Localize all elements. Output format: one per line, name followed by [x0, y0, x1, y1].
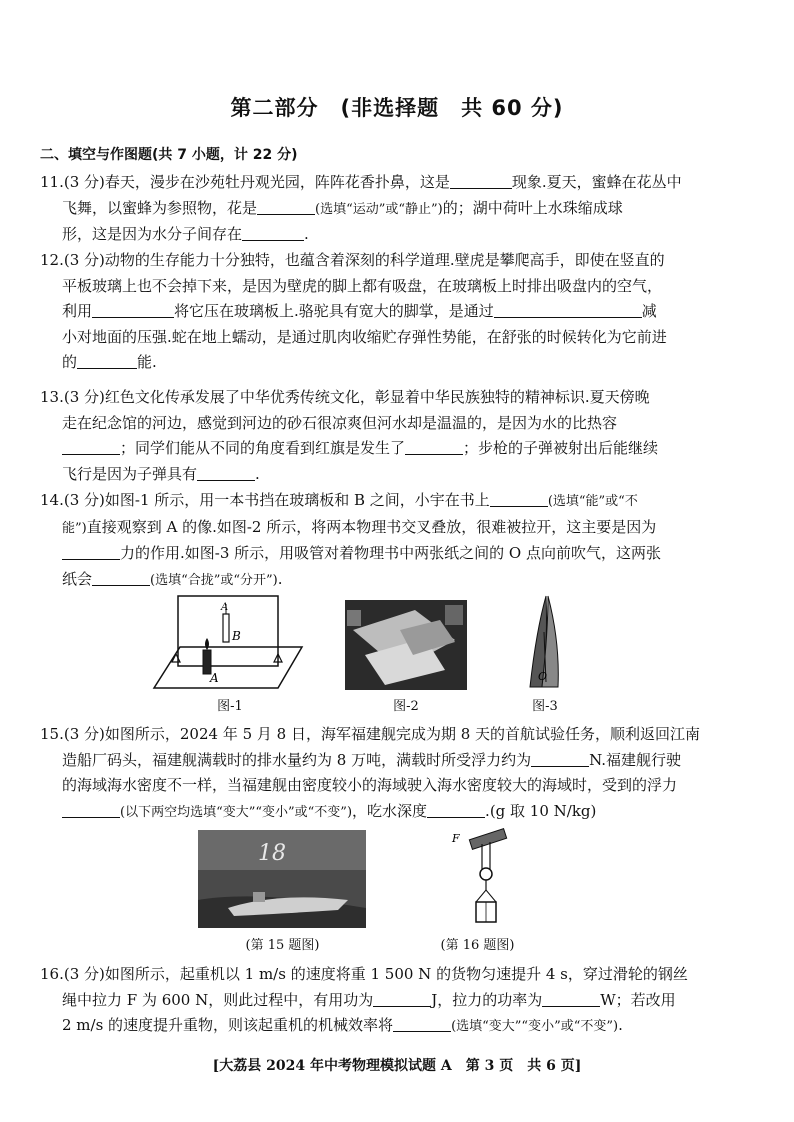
q13-text: .	[255, 464, 260, 483]
q16-text: 2 m/s 的速度提升重物，则该起重机的机械效率将	[62, 1016, 394, 1034]
answer-blank[interactable]	[531, 751, 589, 767]
answer-blank[interactable]	[92, 302, 174, 318]
q15-text: ，吃水深度	[352, 801, 428, 820]
q12-text: 减	[641, 302, 657, 320]
q15-text: 15.(3 分)如图所示，2024 年 5 月 8 日，海军福建舰完成为期 8 天的首航试验任务，顺利返回江南	[40, 725, 701, 743]
q14-note: (选填“能”或“不	[547, 494, 638, 509]
q13-text: 13.(3 分)红色文化传承发展了中华优秀传统文化，彰显着中华民族独特的精神标识.夏天傍晚	[40, 388, 650, 406]
figure-1-mirror-diagram	[150, 592, 310, 692]
answer-blank[interactable]	[393, 1016, 451, 1032]
q14-note: 能”)	[62, 520, 87, 536]
figure-2-interleaved-books-photo	[345, 600, 467, 690]
q16-text: J，拉力的功率为	[431, 990, 543, 1009]
q12-text: 小对地面的压强.蛇在地上蠕动，是通过肌肉收缩贮存弹性势能，在舒张的时候转化为它前进	[62, 327, 667, 346]
answer-blank[interactable]	[197, 465, 255, 481]
q15-text: .(g 取 10 N/kg)	[485, 801, 597, 820]
question-11	[40, 170, 756, 248]
figure-16-crane-pulley-diagram	[448, 828, 518, 928]
q11-text: 飞舞，以蜜蜂为参照物，花是	[62, 198, 258, 217]
q15-text: 的海域海水密度不一样，当福建舰由密度较小的海域驶入海水密度较大的海域时，受到的浮力	[62, 776, 678, 794]
q14-text: 力的作用.如图-3 所示，用吸管对着物理书中两张纸之间的 O 点向前吹气，这两张	[120, 544, 661, 562]
q11-text: 形，这是因为水分子间存在	[62, 225, 243, 243]
figure-3-label-o: O	[538, 670, 548, 683]
figure-15-aircraft-carrier-photo	[198, 830, 366, 928]
answer-blank[interactable]	[542, 991, 600, 1007]
q12-text: 能.	[137, 353, 157, 371]
q16-note: (选填“变大”“变小”或“不变”)	[451, 1019, 619, 1034]
q16-text: .	[618, 1016, 623, 1034]
figure-16-label-f: F	[452, 832, 460, 845]
figure-15-hull-number: 18	[258, 841, 286, 866]
q14-note: (选填“合拢”或“分开”)	[150, 572, 278, 588]
q15-text: 造船厂码头，福建舰满载时的排水量约为 8 万吨，满载时所受浮力约为	[62, 750, 532, 769]
section-title: 二、填空与作图题(共 7 小题，计 22 分)	[40, 147, 298, 163]
q11-text: .	[304, 225, 309, 243]
page-footer: [大荔县 2024 年中考物理模拟试题 A 第 3 页 共 6 页]	[212, 1058, 582, 1074]
figure-1-label-a-image: A	[221, 602, 229, 613]
answer-blank[interactable]	[62, 802, 120, 818]
question-12	[40, 248, 756, 376]
part-title: 第二部分 (非选择题 共 60 分)	[230, 96, 564, 120]
q12-text: 利用	[62, 302, 93, 320]
q16-text: W；若改用	[600, 990, 676, 1009]
answer-blank[interactable]	[427, 802, 485, 818]
q13-text: ；步枪的子弹被射出后能继续	[463, 439, 659, 457]
q12-text: 平板玻璃上也不会掉下来，是因为壁虎的脚上都有吸盘，在玻璃板上时排出吸盘内的空气，	[62, 276, 663, 295]
q13-text: ；同学们能从不同的角度看到红旗是发生了	[120, 439, 406, 457]
answer-blank[interactable]	[257, 199, 315, 215]
answer-blank[interactable]	[62, 544, 120, 560]
q11-note: (选填“运动”或“静止”)	[315, 201, 443, 217]
q12-text: 将它压在玻璃板上.骆驼具有宽大的脚掌，是通过	[174, 302, 494, 320]
figure-16-caption: (第 16 题图)	[440, 938, 515, 953]
answer-blank[interactable]	[405, 439, 463, 455]
question-13	[40, 385, 756, 487]
question-16	[40, 962, 756, 1040]
figure-1-label-b: B	[232, 629, 241, 643]
figure-1-caption: 图-1	[217, 699, 243, 714]
q13-text: 走在纪念馆的河边，感觉到河边的砂石很凉爽但河水却是温温的，是因为水的比热容	[62, 413, 618, 432]
answer-blank[interactable]	[92, 570, 150, 586]
q12-text: 12.(3 分)动物的生存能力十分独特，也蕴含着深刻的科学道理.壁虎是攀爬高手，即使在竖直的	[40, 251, 665, 269]
q14-text: 14.(3 分)如图-1 所示，用一本书挡在玻璃板和 B 之间，小宇在书上	[40, 491, 490, 509]
q16-text: 绳中拉力 F 为 600 N，则此过程中，有用功为	[62, 990, 374, 1009]
q14-text: 纸会	[62, 569, 93, 588]
q11-text: 11.(3 分)春天，漫步在沙苑牡丹观光园，阵阵花香扑鼻，这是	[40, 173, 450, 191]
figure-1-label-a: A	[210, 671, 219, 685]
answer-blank[interactable]	[494, 302, 642, 318]
q15-text: N.福建舰行驶	[589, 750, 682, 769]
q11-text: 现象.夏天，蜜蜂在花丛中	[511, 173, 682, 191]
figure-15-caption: (第 15 题图)	[245, 938, 320, 953]
answer-blank[interactable]	[490, 491, 548, 507]
q16-text: 16.(3 分)如图所示，起重机以 1 m/s 的速度将重 1 500 N 的货物匀速提升 4 s，穿过滑轮的钢丝	[40, 965, 688, 983]
q11-text: 的；湖中荷叶上水珠缩成球	[442, 198, 623, 217]
answer-blank[interactable]	[62, 439, 120, 455]
q12-text: 的	[62, 353, 78, 371]
question-14	[40, 488, 756, 593]
q15-note: (以下两空均选填“变大”“变小”或“不变”)	[120, 804, 353, 820]
q13-text: 飞行是因为子弹具有	[62, 464, 198, 483]
figure-3-caption: 图-3	[532, 699, 558, 714]
figure-2-caption: 图-2	[393, 699, 419, 714]
answer-blank[interactable]	[373, 991, 431, 1007]
answer-blank[interactable]	[450, 173, 512, 189]
q14-text: .	[277, 569, 283, 588]
answer-blank[interactable]	[242, 225, 304, 241]
question-15	[40, 722, 756, 825]
q14-text: 直接观察到 A 的像.如图-2 所示，将两本物理书交叉叠放，很难被拉开，这主要是因为	[86, 517, 657, 536]
figure-3-blowing-paper-diagram	[520, 592, 570, 692]
answer-blank[interactable]	[77, 353, 137, 369]
